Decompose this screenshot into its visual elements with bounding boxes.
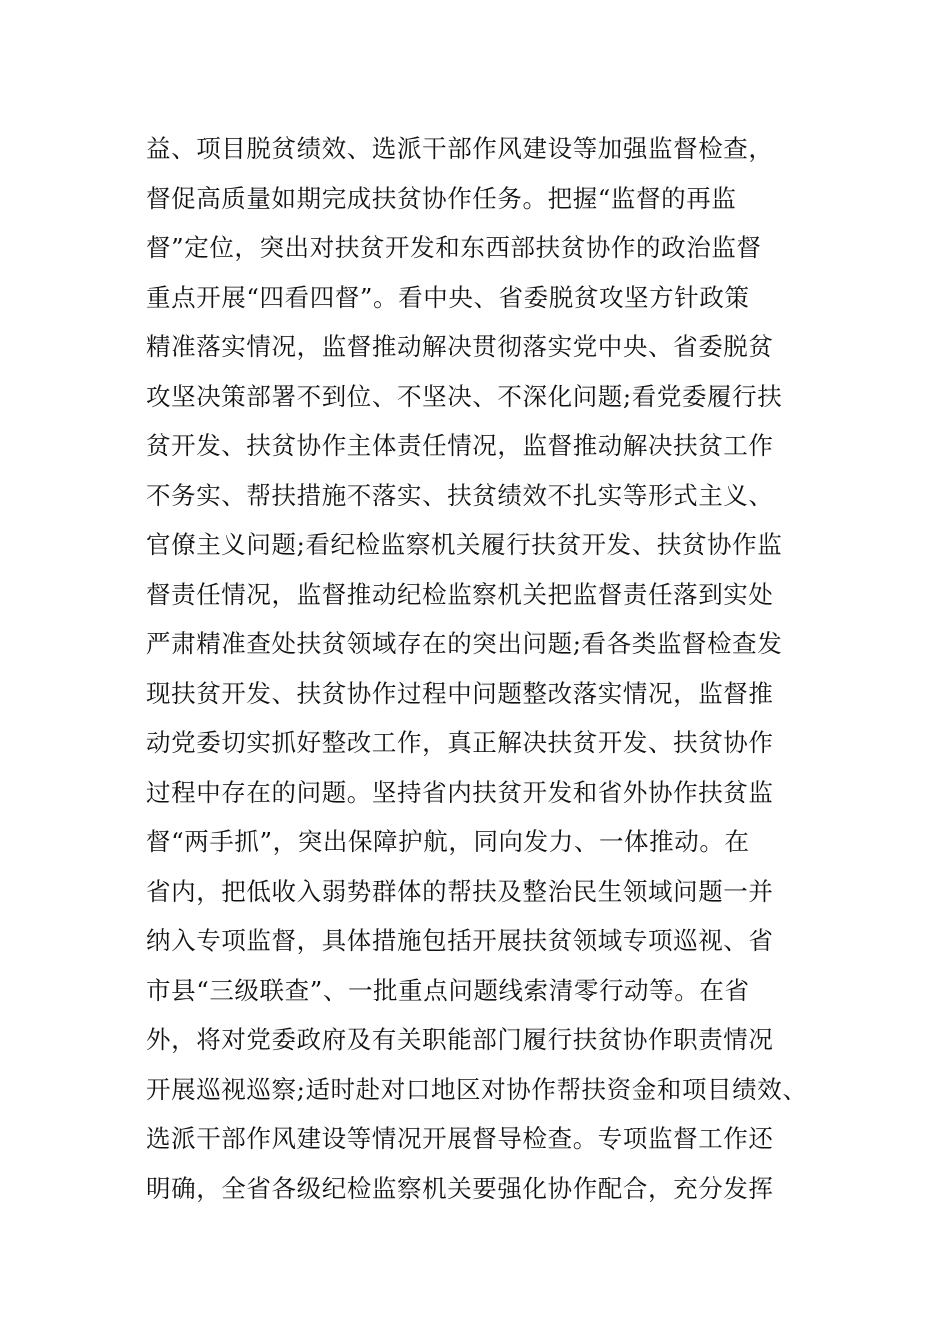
text-line: 过程中存在的问题。坚持省内扶贫开发和省外协作扶贫监	[146, 777, 774, 807]
text-line: 纳入专项监督，具体措施包括开展扶贫领域专项巡视、省	[146, 926, 774, 955]
text-line: 精准落实情况，监督推动解决贯彻落实党中央、省委脱贫	[146, 332, 774, 361]
text-line: 重点开展“四看四督”。看中央、省委脱贫攻坚方针政策	[146, 282, 750, 312]
text-line: 省内，把低收入弱势群体的帮扶及整治民生领域问题一并	[146, 876, 774, 906]
text-line: 督促高质量如期完成扶贫协作任务。把握“监督的再监	[146, 183, 737, 213]
text-line: 明确，全省各级纪检监察机关要强化协作配合，充分发挥	[146, 1173, 774, 1203]
text-line: 动党委切实抓好整改工作，真正解决扶贫开发、扶贫协作	[146, 728, 774, 757]
text-line: 贫开发、扶贫协作主体责任情况，监督推动解决扶贫工作	[146, 431, 774, 460]
text-line: 督“两手抓”，突出保障护航，同向发力、一体推动。在	[146, 827, 750, 856]
body-text	[146, 124, 826, 1213]
text-line: 选派干部作风建设等情况开展督导检查。专项监督工作还	[146, 1124, 774, 1153]
text-line: 不务实、帮扶措施不落实、扶贫绩效不扎实等形式主义、	[146, 480, 774, 510]
text-line: 开展巡视巡察;适时赴对口地区对协作帮扶资金和项目绩效、	[146, 1074, 808, 1104]
text-line: 官僚主义问题;看纪检监察机关履行扶贫开发、扶贫协作监	[146, 530, 783, 559]
text-line: 严肃精准查处扶贫领域存在的突出问题;看各类监督检查发	[146, 629, 783, 658]
text-line: 攻坚决策部署不到位、不坚决、不深化问题;看党委履行扶	[146, 381, 783, 411]
text-line: 督”定位，突出对扶贫开发和东西部扶贫协作的政治监督	[146, 233, 762, 262]
text-line: 外，将对党委政府及有关职能部门履行扶贫协作职责情况	[146, 1025, 774, 1054]
text-line: 现扶贫开发、扶贫协作过程中问题整改落实情况，监督推	[146, 678, 774, 708]
text-line: 益、项目脱贫绩效、选派干部作风建设等加强监督检查，	[146, 134, 774, 163]
text-line: 督责任情况，监督推动纪检监察机关把监督责任落到实处	[146, 579, 774, 609]
text-line: 市县“三级联查”、一批重点问题线索清零行动等。在省	[146, 975, 750, 1005]
